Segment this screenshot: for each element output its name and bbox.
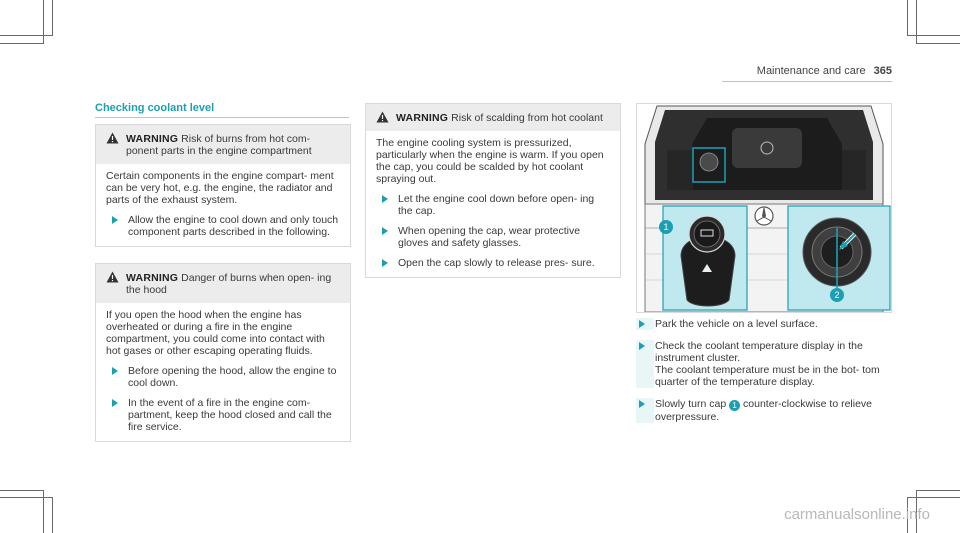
bullet-text: In the event of a fire in the engine com- partment, keep the hood closed and call the fire service. bbox=[128, 397, 332, 433]
step-text: Park the vehicle on a level surface. bbox=[655, 318, 818, 330]
bullet-text: Let the engine cool down before open- ing the cap. bbox=[398, 193, 595, 217]
bullet-arrow-icon bbox=[112, 399, 118, 407]
callout-2-badge: 2 bbox=[830, 288, 844, 302]
crop-mark bbox=[0, 497, 53, 498]
step-note: The coolant temperature must be in the bot- tom quarter of the temperature display. bbox=[655, 364, 880, 388]
bullet-arrow-icon bbox=[112, 367, 118, 375]
warning-text: Certain components in the engine compart- ment can be very hot, e.g. the engine, the radiator and parts of the exhaust system. bbox=[106, 170, 334, 206]
warning-box-scalding bbox=[365, 103, 621, 278]
engine-illustration bbox=[637, 104, 891, 312]
warning-heading: Danger of burns when open- ing the hood bbox=[126, 272, 332, 296]
callout-1-inline-badge: 1 bbox=[729, 400, 740, 411]
bullet-text: Before opening the hood, allow the engine to cool down. bbox=[128, 365, 337, 389]
section-title: Checking coolant level bbox=[95, 102, 215, 114]
section-rule bbox=[95, 117, 349, 118]
crop-mark bbox=[0, 490, 44, 491]
warning-label: WARNING bbox=[396, 112, 449, 124]
warning-label: WARNING bbox=[126, 272, 179, 284]
step-text: Slowly turn cap bbox=[655, 398, 730, 410]
warning-bullet bbox=[106, 365, 340, 389]
warning-triangle-icon bbox=[376, 111, 389, 123]
bullet-arrow-icon bbox=[639, 400, 645, 408]
warning-bullet bbox=[106, 397, 340, 433]
warning-label: WARNING bbox=[126, 133, 179, 145]
step-text: Check the coolant temperature display in the instrument cluster. bbox=[655, 340, 863, 364]
step-item bbox=[636, 398, 898, 423]
bullet-arrow-icon bbox=[639, 342, 645, 350]
header-section: Maintenance and care bbox=[756, 65, 866, 77]
warning-box-hood bbox=[95, 263, 351, 442]
bullet-arrow-icon bbox=[382, 195, 388, 203]
warning-triangle-icon bbox=[106, 132, 119, 144]
crop-mark bbox=[907, 497, 960, 498]
engine-compartment-figure bbox=[636, 103, 892, 313]
crop-mark bbox=[0, 35, 53, 36]
step-item bbox=[636, 340, 898, 388]
warning-bullet bbox=[106, 214, 340, 238]
bullet-text: When opening the cap, wear protective gloves and safety glasses. bbox=[398, 225, 581, 249]
crop-mark bbox=[907, 35, 960, 36]
warning-header bbox=[96, 264, 350, 303]
warning-header bbox=[96, 125, 350, 164]
crop-mark bbox=[0, 43, 44, 44]
crop-mark bbox=[907, 0, 908, 36]
warning-text: The engine cooling system is pressurized, particularly when the engine is warm. If you open the cap, you could be scalded by hot coolant spraying out. bbox=[376, 137, 604, 185]
bullet-arrow-icon bbox=[112, 216, 118, 224]
header-rule bbox=[722, 81, 892, 82]
crop-mark bbox=[43, 0, 44, 44]
bullet-arrow-icon bbox=[382, 259, 388, 267]
page-number: 365 bbox=[873, 65, 892, 77]
warning-bullet bbox=[376, 193, 610, 217]
step-text: counter-clockwise to relieve overpressure. bbox=[655, 398, 873, 423]
warning-box-burns bbox=[95, 124, 351, 247]
bullet-text: Allow the engine to cool down and only touch component parts described in the following. bbox=[128, 214, 339, 238]
page-header bbox=[757, 65, 892, 77]
bullet-text: Open the cap slowly to release pres- sure. bbox=[398, 257, 595, 269]
instruction-steps bbox=[636, 318, 898, 433]
warning-bullet bbox=[376, 225, 610, 249]
crop-mark bbox=[52, 497, 53, 533]
bullet-arrow-icon bbox=[639, 320, 645, 328]
warning-bullet bbox=[376, 257, 610, 269]
crop-mark bbox=[916, 43, 960, 44]
warning-heading: Risk of burns from hot com- ponent parts in the engine compartment bbox=[126, 133, 312, 157]
crop-mark bbox=[916, 0, 917, 44]
crop-mark bbox=[916, 490, 960, 491]
watermark: carmanualsonline.info bbox=[784, 506, 930, 523]
warning-heading: Risk of scalding from hot coolant bbox=[451, 112, 603, 124]
warning-header bbox=[366, 104, 620, 131]
warning-triangle-icon bbox=[106, 271, 119, 283]
warning-text: If you open the hood when the engine has overheated or during a fire in the engine compartment, you could come into contact with hot gases or other escaping operating fluids. bbox=[106, 309, 325, 357]
callout-1-badge: 1 bbox=[659, 220, 673, 234]
crop-mark bbox=[52, 0, 53, 36]
bullet-arrow-icon bbox=[382, 227, 388, 235]
step-item bbox=[636, 318, 898, 330]
